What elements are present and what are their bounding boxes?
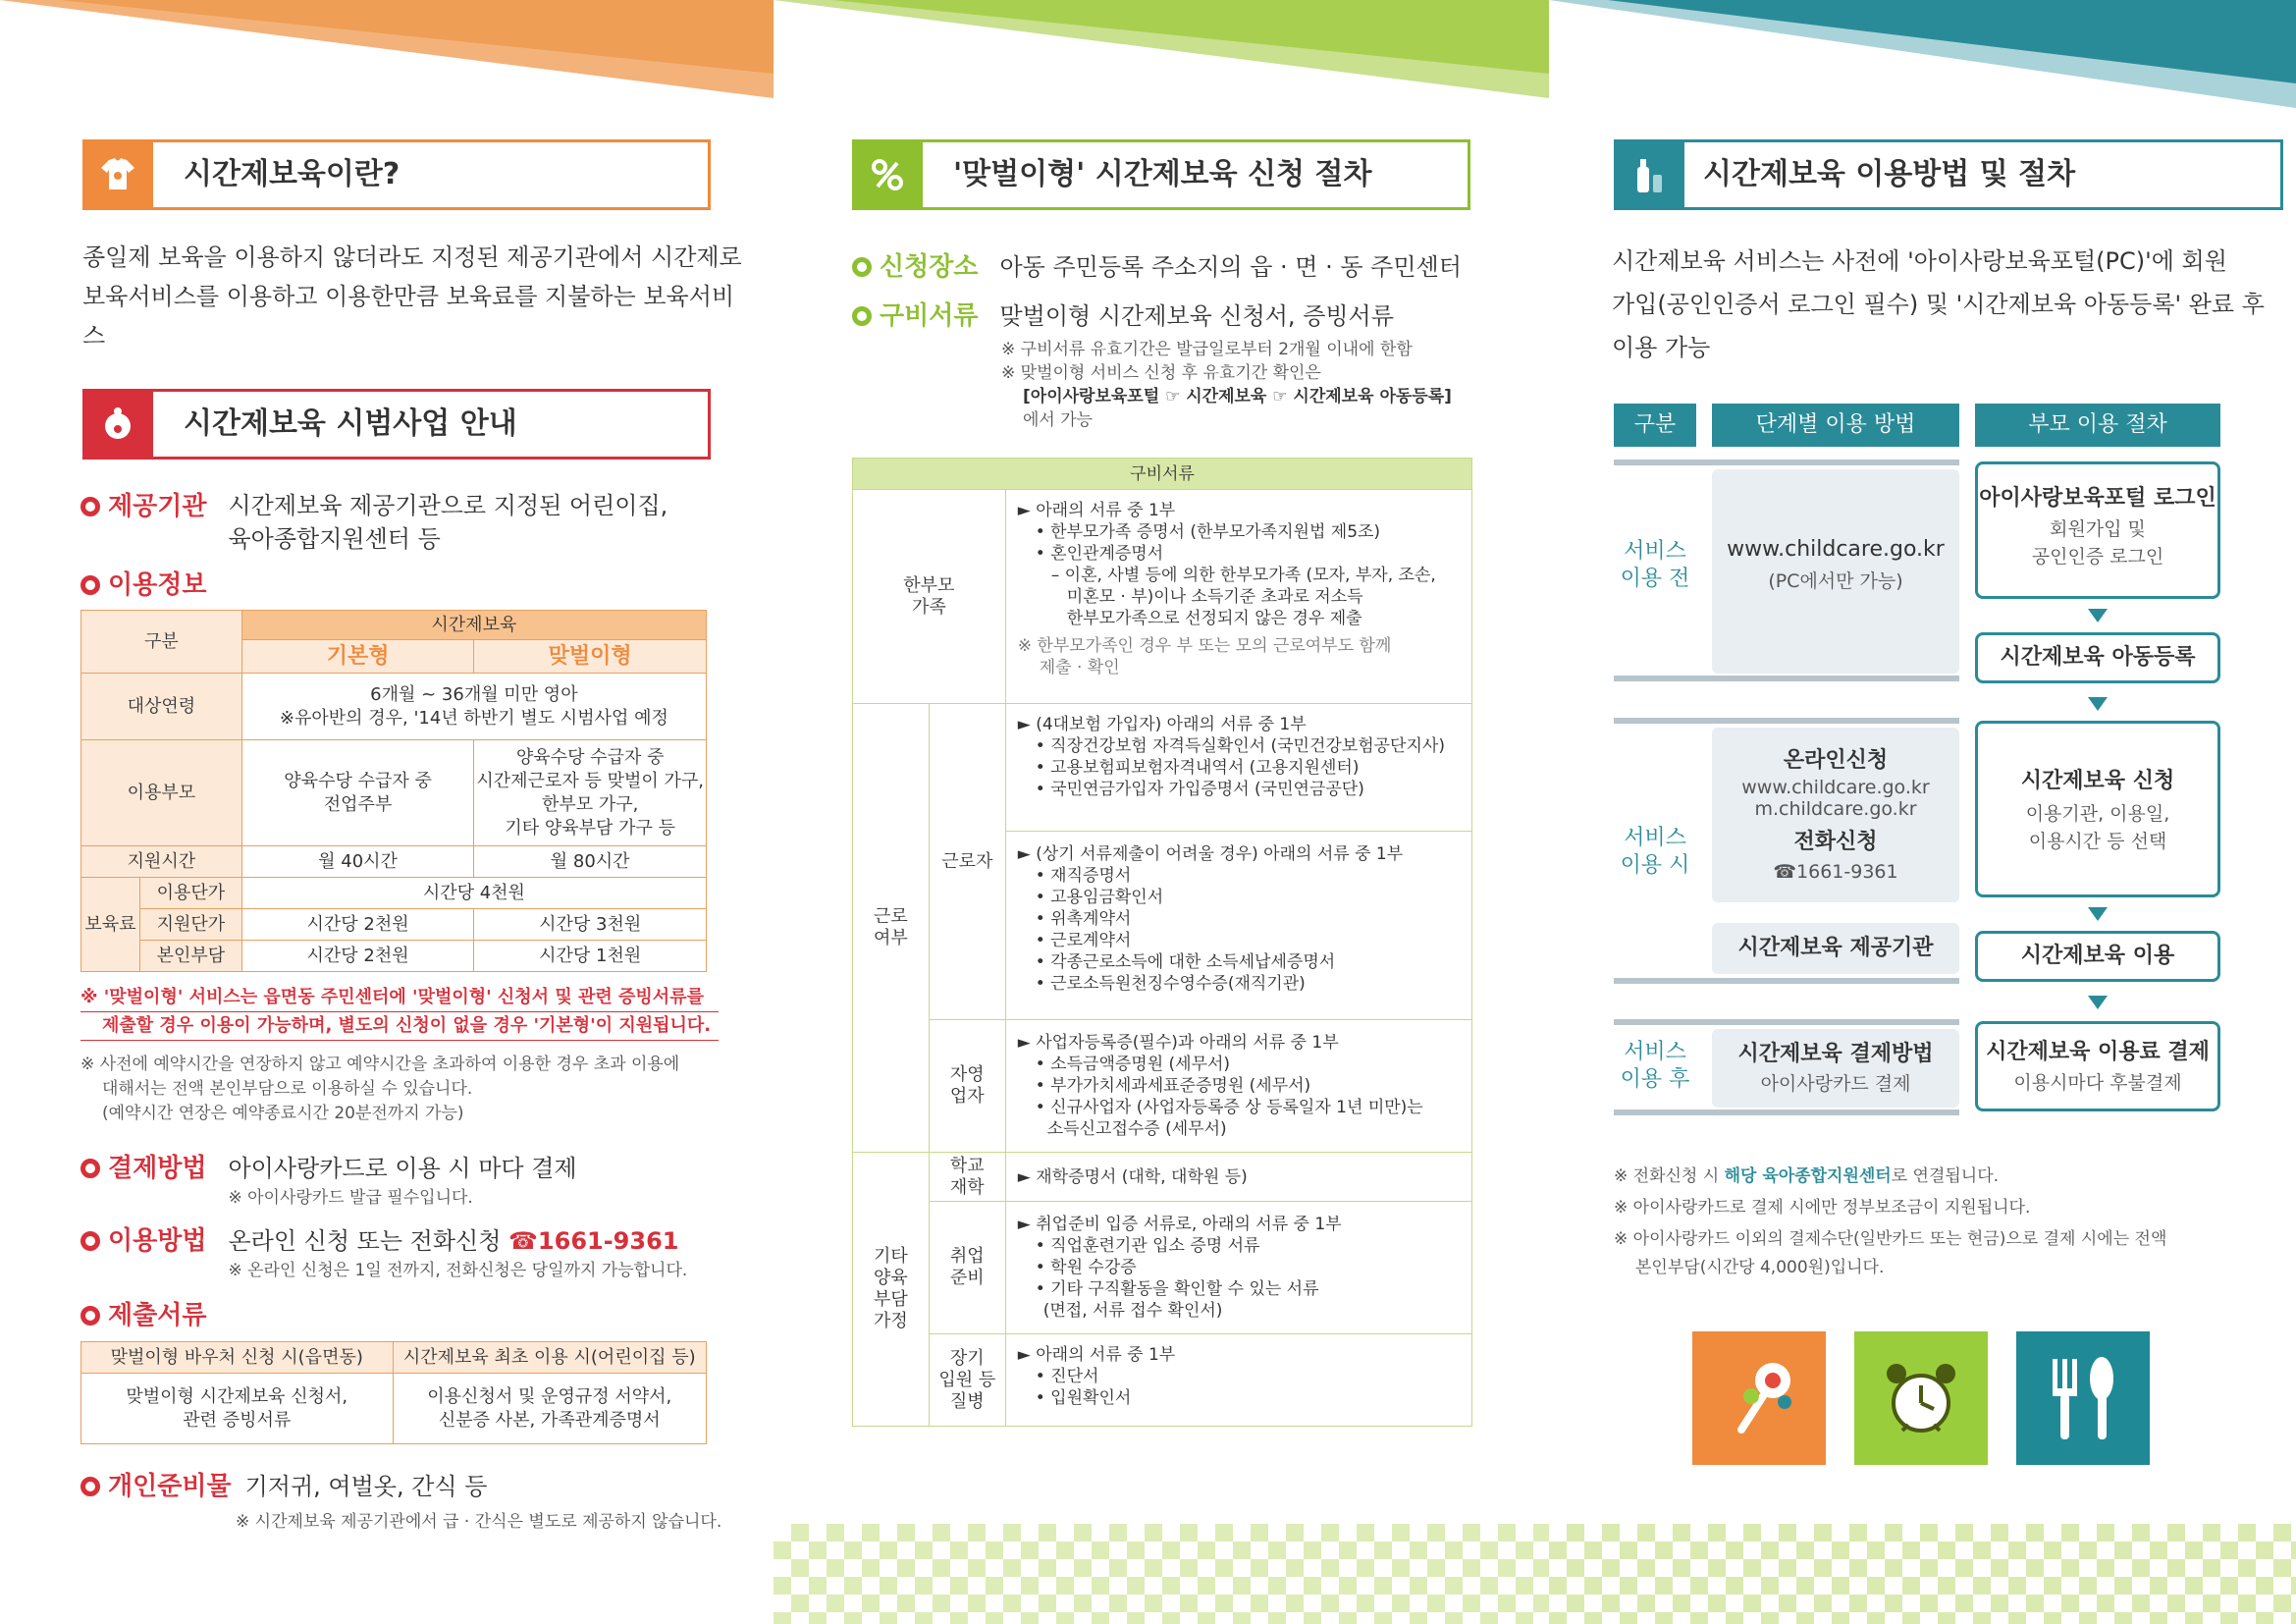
baby-face-icon <box>82 389 153 460</box>
baby-onesie-icon <box>82 139 153 210</box>
text-line: ※ 한부모가족인 경우 부 또는 모의 근로여부도 함께 <box>1017 636 1392 656</box>
bullet-icon <box>80 497 100 516</box>
text-line: • 직장건강보험 자격득실확인서 (국민건강보험공단지사) <box>1035 736 1445 756</box>
text-line: ► (상기 서류제출이 어려울 경우) 아래의 서류 중 1부 <box>1017 844 1404 864</box>
divider <box>1614 1110 1959 1115</box>
section-title: 시간제보육 시범사업 안내 <box>184 406 517 441</box>
row-label: 대상연령 <box>81 674 242 740</box>
payment-text: 아이사랑카드로 이용 시 마다 결제 <box>228 1155 577 1182</box>
row-label: 근로자 <box>929 704 1005 1020</box>
phase-before-label: 서비스 이용 전 <box>1620 539 1690 591</box>
text-line: 이용신청서 및 운영규정 서약서, <box>427 1385 672 1407</box>
red-note <box>80 984 719 1041</box>
table-cell <box>1005 1334 1471 1427</box>
phase-after-label: 서비스 이용 후 <box>1620 1040 1690 1092</box>
text-line: 관련 증빙서류 <box>183 1409 292 1431</box>
divider <box>1614 978 1959 984</box>
table-header: 구분 <box>81 611 242 674</box>
table-cell <box>474 740 707 846</box>
provider-box: 시간제보육 제공기관 <box>1712 923 1959 974</box>
text-line: ► 아래의 서류 중 1부 <box>1017 501 1176 520</box>
row-label: 이용부모 <box>81 740 242 846</box>
note-text: ※ 전화신청 시 <box>1614 1166 1725 1186</box>
th-method: 단계별 이용 방법 <box>1712 404 1959 447</box>
cutlery-icon <box>2016 1331 2150 1465</box>
required-docs-row <box>852 298 1539 334</box>
table-header: 시간제보육 <box>241 611 706 640</box>
section-header-procedure <box>1614 139 2283 210</box>
text-line: 종일제 보육을 이용하지 않더라도 지정된 제공기관에서 시간제로 <box>82 244 742 271</box>
payment-sub: 아이사랑카드 결제 <box>1760 1073 1911 1095</box>
payment-label: 결제방법 <box>108 1154 207 1183</box>
text-line: (면접, 서류 접수 확인서) <box>1042 1301 1223 1321</box>
info-label: 이용정보 <box>108 570 207 600</box>
text-line: ※ 아이사랑카드로 결제 시에만 정부보조금이 지원됩니다. <box>1614 1198 2031 1218</box>
text-line: • 입원확인서 <box>1035 1388 1132 1408</box>
mobile-url: m.childcare.go.kr <box>1754 798 1917 820</box>
text-line: ※ 아이사랑카드 이외의 결제수단(일반카드 또는 현금)으로 결제 시에는 전액 <box>1614 1229 2167 1249</box>
table-cell: 시간당 4천원 <box>241 878 706 909</box>
column-intro <box>0 0 774 1624</box>
text-line: • 소득금액증명원 (세무서) <box>1035 1055 1231 1074</box>
prep-text: 기저귀, 여벌옷, 간식 등 <box>244 1473 488 1500</box>
text-line <box>1614 1161 2291 1192</box>
row-label: 학교 재학 <box>929 1153 1005 1202</box>
row-label: 지원시간 <box>81 846 242 878</box>
text-line: 이용 가능 <box>1612 334 1711 361</box>
table-cell: 월 80시간 <box>474 846 707 878</box>
text-line: • 한부모가족 증명서 (한부모가족지원법 제5조) <box>1035 522 1381 542</box>
apply-method-box <box>1712 728 1959 902</box>
table-cell <box>1005 832 1471 1020</box>
step-sub: 이용시간 등 선택 <box>2028 831 2167 852</box>
payment-row <box>80 1151 758 1211</box>
info-row <box>80 568 228 603</box>
text-line: • 위촉계약서 <box>1035 909 1132 929</box>
before-method-box <box>1712 469 1959 674</box>
row-label: 자영 업자 <box>929 1020 1005 1153</box>
text-line: • 국민연금가입자 가입증명서 (국민연금공단) <box>1035 780 1364 799</box>
text-line: 시간제보육 서비스는 사전에 '아이사랑보육포털(PC)'에 회원 <box>1612 247 2227 275</box>
text-line: • 진단서 <box>1035 1367 1099 1386</box>
step-use: 시간제보육 이용 <box>1975 931 2220 982</box>
gray-note <box>80 1053 748 1126</box>
portal-url: www.childcare.go.kr <box>1727 537 1945 562</box>
table-header: 맞벌이형 바우처 신청 시(읍면동) <box>81 1342 394 1374</box>
text-line: – 이혼, 사별 등에 의한 한부모가족 (모자, 부자, 조손, <box>1050 566 1436 585</box>
down-arrow-icon <box>2088 907 2108 921</box>
apply-place-label: 신청장소 <box>880 252 979 282</box>
row-label: 본인부담 <box>139 941 241 972</box>
text-line: 시간제보육 제공기관으로 지정된 어린이집, <box>228 492 668 519</box>
online-apply-title: 온라인신청 <box>1783 748 1889 773</box>
alarm-clock-icon <box>1854 1331 1988 1465</box>
step-portal-login <box>1975 461 2220 599</box>
checker-pattern <box>1549 1524 2296 1624</box>
down-arrow-icon <box>2088 996 2108 1009</box>
required-docs-text: 맞벌이형 시간제보육 신청서, 증빙서류 <box>999 302 1394 330</box>
divider <box>1614 676 1959 681</box>
text-line: ※ 맞벌이형 서비스 신청 후 유효기간 확인은 <box>1001 363 1321 383</box>
bullet-icon <box>80 1231 100 1251</box>
text-line: 소득신고접수증 (세무서) <box>1046 1119 1227 1139</box>
row-label: 기타 양육 부담 가정 <box>853 1153 930 1427</box>
note-text: 로 연결됩니다. <box>1891 1166 2000 1186</box>
table-header: 기본형 <box>241 640 474 674</box>
text-line: 6개월 ~ 36개월 미만 영아 <box>370 683 578 705</box>
usage-row <box>80 1223 768 1283</box>
phase-during-label: 서비스 이용 시 <box>1620 826 1690 878</box>
step-child-registration: 시간제보육 아동등록 <box>1975 632 2220 683</box>
text-line: • 고용보험피보험자격내역서 (고용지원센터) <box>1035 758 1360 778</box>
checker-pattern <box>774 1524 1549 1624</box>
table-cell: 시간당 1천원 <box>474 941 707 972</box>
pc-only-note: (PC에서만 가능) <box>1768 570 1903 592</box>
text-line: 미혼모 · 부)이나 소득기준 초과로 저소득 <box>1066 587 1363 607</box>
text-line: ※ 구비서류 유효기간은 발급일로부터 2개월 이내에 한함 <box>1001 340 1413 359</box>
step-sub: 이용시마다 후불결제 <box>2013 1072 2182 1094</box>
text-line: (예약시간 연장은 예약종료시간 20분전까지 가능) <box>102 1104 464 1123</box>
procedure-intro <box>1612 240 2289 369</box>
text-line: • 근로소득원천징수영수증(재직기관) <box>1035 974 1306 994</box>
row-label: 지원단가 <box>139 909 241 941</box>
table-cell: ► 재학증명서 (대학, 대학원 등) <box>1005 1153 1471 1202</box>
section-title: 시간제보육 이용방법 및 절차 <box>1703 157 2076 191</box>
text-line: 전업주부 <box>323 793 393 815</box>
section-title: '맞벌이형' 시간제보육 신청 절차 <box>953 157 1372 191</box>
prep-label: 개인준비물 <box>108 1472 232 1501</box>
text-line: • 부가가치세과세표준증명원 (세무서) <box>1035 1076 1311 1096</box>
table-cell <box>393 1374 707 1444</box>
text-line: • 재직증명서 <box>1035 866 1132 886</box>
row-label: 근로 여부 <box>853 704 930 1153</box>
table-header: 구비서류 <box>853 459 1472 490</box>
text-line: ► 취업준비 입증 서류로, 아래의 서류 중 1부 <box>1017 1215 1342 1234</box>
provider-row <box>80 489 758 556</box>
bullet-icon <box>852 257 872 277</box>
text-line: ► 아래의 서류 중 1부 <box>1017 1345 1176 1365</box>
text-line: 본인부담(시간당 4,000원)입니다. <box>1635 1258 1885 1277</box>
table-cell <box>1005 1202 1471 1334</box>
step-sub: 회원가입 및 <box>2050 518 2146 540</box>
docs-table <box>80 1341 707 1444</box>
payment-note: ※ 아이사랑카드 발급 필수입니다. <box>228 1188 473 1208</box>
column-dual-income <box>774 0 1549 1624</box>
bullet-icon <box>80 1306 100 1326</box>
text-line: 양육수당 수급자 중 <box>515 746 665 768</box>
text-line: 제출 · 확인 <box>1039 658 1120 677</box>
required-docs-label: 구비서류 <box>880 301 979 331</box>
table-header: 시간제보육 최초 이용 시(어린이집 등) <box>393 1342 707 1374</box>
required-docs-table <box>852 458 1472 1427</box>
section-header-what-is <box>82 139 711 210</box>
docs-label: 제출서류 <box>108 1301 207 1330</box>
table-cell <box>1005 490 1471 704</box>
phone-number: ☎1661-9361 <box>1773 861 1898 883</box>
provider-label: 제공기관 <box>108 492 207 521</box>
bullet-icon <box>80 1159 100 1178</box>
divider <box>1614 460 1959 465</box>
text-line: ► 사업자등록증(필수)과 아래의 서류 중 1부 <box>1017 1033 1339 1053</box>
info-table <box>80 610 707 972</box>
text-line: [아이사랑보육포털 ☞ 시간제보육 ☞ 시간제보육 아동등록] <box>1023 387 1452 406</box>
down-arrow-icon <box>2088 697 2108 711</box>
step-payment <box>1975 1021 2220 1111</box>
text-line: • 고용임금확인서 <box>1035 888 1164 907</box>
table-cell <box>241 674 706 740</box>
table-cell: 시간당 2천원 <box>241 941 474 972</box>
row-label: 보육료 <box>81 878 140 972</box>
text-line: 양육수당 수급자 중 <box>284 770 432 791</box>
rattle-icon <box>1692 1331 1826 1465</box>
text-line: ※ 사전에 예약시간을 연장하지 않고 예약시간을 초과하여 이용한 경우 초과 이용에 <box>80 1055 680 1074</box>
row-label: 이용단가 <box>139 878 241 909</box>
teal-top-band <box>1549 0 2296 108</box>
text-line: 제출할 경우 이용이 가능하며, 별도의 신청이 없을 경우 '기본형'이 지원됩니다. <box>80 1012 719 1041</box>
row-label: 장기 입원 등 질병 <box>929 1334 1005 1427</box>
baby-bottle-icon <box>1614 139 1684 210</box>
text-line: 시간제근로자 등 맞벌이 가구, <box>476 770 704 791</box>
note-highlight: 해당 육아종합지원센터 <box>1724 1166 1892 1186</box>
usage-note: ※ 온라인 신청은 1일 전까지, 전화신청은 당일까지 가능합니다. <box>228 1261 688 1280</box>
down-arrow-icon <box>2088 609 2108 623</box>
docs-notes <box>1001 338 1531 432</box>
online-url: www.childcare.go.kr <box>1741 777 1930 798</box>
prep-row <box>80 1469 758 1504</box>
text-line: • 각종근로소득에 대한 소득세납세증명서 <box>1035 952 1336 972</box>
text-line: • 기타 구직활동을 확인할 수 있는 서류 <box>1035 1279 1319 1299</box>
table-header: 맞벌이형 <box>474 640 707 674</box>
text-line: 한부모가족으로 선정되지 않은 경우 제출 <box>1066 609 1362 628</box>
text-line: • 직업훈련기관 입소 증명 서류 <box>1035 1236 1260 1256</box>
phone-number: ☎1661-9361 <box>508 1227 679 1255</box>
table-cell: 시간당 3천원 <box>474 909 707 941</box>
step-sub: 이용기관, 이용일, <box>2025 803 2170 825</box>
intro-paragraph <box>82 238 750 355</box>
percent-icon <box>852 139 923 210</box>
phone-apply-title: 전화신청 <box>1793 830 1878 854</box>
green-top-band <box>774 0 1549 108</box>
procedure-notes <box>1614 1161 2291 1280</box>
table-cell <box>1005 1020 1471 1153</box>
section-header-pilot <box>82 389 711 460</box>
step-sub: 공인인증 로그인 <box>2031 546 2164 568</box>
table-cell <box>241 740 474 846</box>
docs-row <box>80 1298 228 1333</box>
section-title: 시간제보육이란? <box>184 157 400 191</box>
divider <box>1614 718 1959 724</box>
text-line: 대해서는 전액 본인부담으로 이용하실 수 있습니다. <box>102 1079 473 1099</box>
text-line: 신분증 사본, 가족관계증명서 <box>438 1409 661 1431</box>
table-cell <box>1005 704 1471 832</box>
step-apply <box>1975 721 2220 897</box>
text-line: 가입(공인인증서 로그인 필수) 및 '시간제보육 아동등록' 완료 후 <box>1612 291 2265 318</box>
payment-method-box <box>1712 1029 1959 1108</box>
text-line: 보육서비스를 이용하고 이용한만큼 보육료를 지불하는 보육서비스 <box>82 283 735 350</box>
apply-place-text: 아동 주민등록 주소지의 읍 · 면 · 동 주민센터 <box>999 253 1462 281</box>
payment-title: 시간제보육 결제방법 <box>1737 1042 1934 1066</box>
text-line: • 혼인관계증명서 <box>1035 544 1164 564</box>
column-procedure <box>1549 0 2296 1624</box>
text-line: 한부모 가구, <box>541 793 639 815</box>
text-line: • 신규사업자 (사업자등록증 상 등록일자 1년 미만)는 <box>1035 1098 1423 1117</box>
text-line: ※ '맞벌이형' 서비스는 읍면동 주민센터에 '맞벌이형' 신청서 및 관련 증빙서류를 <box>80 984 719 1012</box>
text-line: • 근로계약서 <box>1035 931 1132 950</box>
text-line: • 학원 수강증 <box>1035 1258 1137 1277</box>
step-title: 시간제보육 신청 <box>2020 769 2175 793</box>
text-line: 기타 양육부담 가구 등 <box>505 817 676 839</box>
row-label: 한부모 가족 <box>853 490 1006 704</box>
text-line: 에서 가능 <box>1023 410 1094 430</box>
prep-note: ※ 시간제보육 제공기관에서 급 · 간식은 별도로 제공하지 않습니다. <box>236 1512 722 1532</box>
bullet-icon <box>80 1477 100 1496</box>
table-cell: 시간당 2천원 <box>241 909 474 941</box>
text-line: ► (4대보험 가입자) 아래의 서류 중 1부 <box>1017 715 1307 734</box>
table-cell <box>81 1374 394 1444</box>
table-cell: 월 40시간 <box>241 846 474 878</box>
apply-place-row <box>852 249 1539 285</box>
text-line: 맞벌이형 시간제보육 신청서, <box>126 1385 348 1407</box>
usage-label: 이용방법 <box>108 1226 207 1256</box>
step-title: 시간제보육 이용료 결제 <box>1986 1040 2210 1064</box>
bullet-icon <box>80 575 100 595</box>
usage-text: 온라인 신청 또는 전화신청 <box>228 1227 502 1255</box>
text-line: ※유아반의 경우, '14년 하반기 별도 시범사업 예정 <box>279 707 668 729</box>
text-line: 육아종합지원센터 등 <box>228 525 441 553</box>
bullet-icon <box>852 306 872 326</box>
section-header-dual <box>852 139 1470 210</box>
row-label: 취업 준비 <box>929 1202 1005 1334</box>
divider <box>1614 1019 1959 1025</box>
th-gubun: 구분 <box>1614 404 1696 447</box>
th-parent: 부모 이용 절차 <box>1975 404 2220 447</box>
step-title: 아이사랑보육포털 로그인 <box>1979 486 2216 511</box>
orange-top-band <box>0 0 774 108</box>
